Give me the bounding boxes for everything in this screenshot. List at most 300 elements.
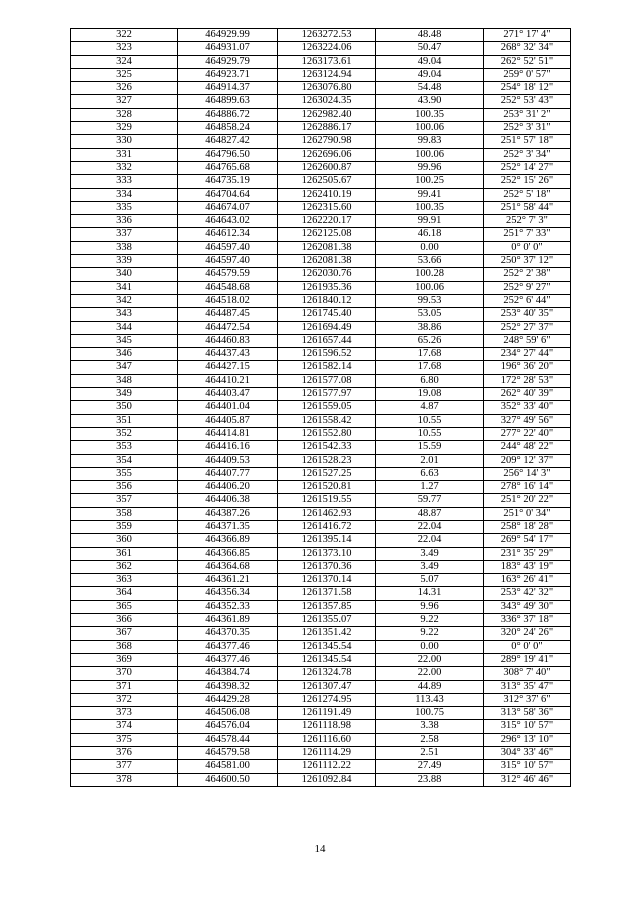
point-number-cell: 376 (71, 747, 178, 760)
table-row (71, 414, 571, 427)
y-coordinate-cell: 1262030.76 (278, 268, 376, 281)
x-coordinate-cell: 464914.37 (178, 82, 278, 95)
point-number-cell: 357 (71, 494, 178, 507)
distance-cell: 2.58 (376, 733, 484, 746)
y-coordinate-cell: 1261416.72 (278, 520, 376, 533)
y-coordinate-cell: 1261528.23 (278, 454, 376, 467)
bearing-cell: 251° 0' 34" (484, 507, 571, 520)
point-number-cell: 350 (71, 401, 178, 414)
x-coordinate-cell: 464361.21 (178, 574, 278, 587)
x-coordinate-cell: 464406.38 (178, 494, 278, 507)
y-coordinate-cell: 1261357.85 (278, 600, 376, 613)
distance-cell: 99.91 (376, 215, 484, 228)
point-number-cell: 352 (71, 427, 178, 440)
bearing-cell: 253° 31' 2" (484, 108, 571, 121)
y-coordinate-cell: 1262081.38 (278, 241, 376, 254)
bearing-cell: 253° 42' 32" (484, 587, 571, 600)
x-coordinate-cell: 464398.32 (178, 680, 278, 693)
x-coordinate-cell: 464674.07 (178, 201, 278, 214)
bearing-cell: 308° 7' 40" (484, 667, 571, 680)
y-coordinate-cell: 1261370.36 (278, 560, 376, 573)
point-number-cell: 340 (71, 268, 178, 281)
distance-cell: 48.48 (376, 29, 484, 42)
y-coordinate-cell: 1261519.55 (278, 494, 376, 507)
x-coordinate-cell: 464643.02 (178, 215, 278, 228)
y-coordinate-cell: 1261371.58 (278, 587, 376, 600)
y-coordinate-cell: 1261274.95 (278, 693, 376, 706)
point-number-cell: 349 (71, 388, 178, 401)
bearing-cell: 327° 49' 56" (484, 414, 571, 427)
x-coordinate-cell: 464387.26 (178, 507, 278, 520)
table-row (71, 228, 571, 241)
x-coordinate-cell: 464765.68 (178, 161, 278, 174)
distance-cell: 15.59 (376, 441, 484, 454)
point-number-cell: 366 (71, 614, 178, 627)
table-row (71, 653, 571, 666)
point-number-cell: 333 (71, 175, 178, 188)
point-number-cell: 324 (71, 55, 178, 68)
point-number-cell: 343 (71, 308, 178, 321)
bearing-cell: 234° 27' 44" (484, 348, 571, 361)
bearing-cell: 313° 58' 36" (484, 707, 571, 720)
y-coordinate-cell: 1261694.49 (278, 321, 376, 334)
bearing-cell: 252° 53' 43" (484, 95, 571, 108)
x-coordinate-cell: 464370.35 (178, 627, 278, 640)
y-coordinate-cell: 1261345.54 (278, 640, 376, 653)
point-number-cell: 347 (71, 361, 178, 374)
point-number-cell: 326 (71, 82, 178, 95)
bearing-cell: 277° 22' 40" (484, 427, 571, 440)
y-coordinate-cell: 1261307.47 (278, 680, 376, 693)
point-number-cell: 373 (71, 707, 178, 720)
y-coordinate-cell: 1261577.97 (278, 388, 376, 401)
x-coordinate-cell: 464361.89 (178, 614, 278, 627)
x-coordinate-cell: 464579.58 (178, 747, 278, 760)
point-number-cell: 360 (71, 534, 178, 547)
bearing-cell: 0° 0' 0" (484, 241, 571, 254)
x-coordinate-cell: 464460.83 (178, 334, 278, 347)
distance-cell: 99.96 (376, 161, 484, 174)
table-row (71, 215, 571, 228)
y-coordinate-cell: 1262220.17 (278, 215, 376, 228)
point-number-cell: 371 (71, 680, 178, 693)
table-row (71, 255, 571, 268)
y-coordinate-cell: 1261351.42 (278, 627, 376, 640)
bearing-cell: 183° 43' 19" (484, 560, 571, 573)
table-row (71, 374, 571, 387)
point-number-cell: 342 (71, 294, 178, 307)
y-coordinate-cell: 1261596.52 (278, 348, 376, 361)
point-number-cell: 367 (71, 627, 178, 640)
point-number-cell: 368 (71, 640, 178, 653)
distance-cell: 6.80 (376, 374, 484, 387)
distance-cell: 100.75 (376, 707, 484, 720)
distance-cell: 17.68 (376, 361, 484, 374)
point-number-cell: 354 (71, 454, 178, 467)
x-coordinate-cell: 464406.20 (178, 481, 278, 494)
table-row (71, 281, 571, 294)
table-row (71, 161, 571, 174)
table-row (71, 733, 571, 746)
x-coordinate-cell: 464579.59 (178, 268, 278, 281)
x-coordinate-cell: 464352.33 (178, 600, 278, 613)
bearing-cell: 296° 13' 10" (484, 733, 571, 746)
bearing-cell: 313° 35' 47" (484, 680, 571, 693)
bearing-cell: 252° 14' 27" (484, 161, 571, 174)
bearing-cell: 336° 37' 18" (484, 614, 571, 627)
y-coordinate-cell: 1261114.29 (278, 747, 376, 760)
bearing-cell: 268° 32' 34" (484, 42, 571, 55)
bearing-cell: 244° 48' 22" (484, 441, 571, 454)
distance-cell: 99.83 (376, 135, 484, 148)
table-row (71, 481, 571, 494)
table-row (71, 95, 571, 108)
y-coordinate-cell: 1261373.10 (278, 547, 376, 560)
bearing-cell: 252° 15' 26" (484, 175, 571, 188)
y-coordinate-cell: 1263224.06 (278, 42, 376, 55)
table-row (71, 467, 571, 480)
y-coordinate-cell: 1262505.67 (278, 175, 376, 188)
y-coordinate-cell: 1261355.07 (278, 614, 376, 627)
distance-cell: 100.28 (376, 268, 484, 281)
bearing-cell: 262° 52' 51" (484, 55, 571, 68)
point-number-cell: 331 (71, 148, 178, 161)
x-coordinate-cell: 464858.24 (178, 122, 278, 135)
y-coordinate-cell: 1261462.93 (278, 507, 376, 520)
x-coordinate-cell: 464886.72 (178, 108, 278, 121)
x-coordinate-cell: 464416.16 (178, 441, 278, 454)
distance-cell: 9.22 (376, 627, 484, 640)
point-number-cell: 323 (71, 42, 178, 55)
y-coordinate-cell: 1261191.49 (278, 707, 376, 720)
bearing-cell: 252° 7' 3" (484, 215, 571, 228)
bearing-cell: 352° 33' 40" (484, 401, 571, 414)
point-number-cell: 322 (71, 29, 178, 42)
table-row (71, 294, 571, 307)
x-coordinate-cell: 464356.34 (178, 587, 278, 600)
x-coordinate-cell: 464581.00 (178, 760, 278, 773)
bearing-cell: 304° 33' 46" (484, 747, 571, 760)
distance-cell: 113.43 (376, 693, 484, 706)
x-coordinate-cell: 464437.43 (178, 348, 278, 361)
table-row (71, 454, 571, 467)
distance-cell: 100.06 (376, 122, 484, 135)
point-number-cell: 344 (71, 321, 178, 334)
point-number-cell: 355 (71, 467, 178, 480)
distance-cell: 10.55 (376, 414, 484, 427)
bearing-cell: 271° 17' 4" (484, 29, 571, 42)
table-row (71, 520, 571, 533)
point-number-cell: 338 (71, 241, 178, 254)
distance-cell: 3.38 (376, 720, 484, 733)
x-coordinate-cell: 464827.42 (178, 135, 278, 148)
x-coordinate-cell: 464366.85 (178, 547, 278, 560)
x-coordinate-cell: 464578.44 (178, 733, 278, 746)
x-coordinate-cell: 464899.63 (178, 95, 278, 108)
point-number-cell: 336 (71, 215, 178, 228)
bearing-cell: 252° 3' 31" (484, 122, 571, 135)
x-coordinate-cell: 464427.15 (178, 361, 278, 374)
y-coordinate-cell: 1261527.25 (278, 467, 376, 480)
x-coordinate-cell: 464371.35 (178, 520, 278, 533)
y-coordinate-cell: 1263076.80 (278, 82, 376, 95)
point-number-cell: 359 (71, 520, 178, 533)
x-coordinate-cell: 464931.07 (178, 42, 278, 55)
point-number-cell: 335 (71, 201, 178, 214)
bearing-cell: 252° 5' 18" (484, 188, 571, 201)
distance-cell: 0.00 (376, 241, 484, 254)
table-row (71, 667, 571, 680)
distance-cell: 1.27 (376, 481, 484, 494)
table-row (71, 627, 571, 640)
x-coordinate-cell: 464414.81 (178, 427, 278, 440)
point-number-cell: 330 (71, 135, 178, 148)
table-row (71, 401, 571, 414)
distance-cell: 43.90 (376, 95, 484, 108)
bearing-cell: 253° 40' 35" (484, 308, 571, 321)
coordinate-table (70, 28, 571, 787)
x-coordinate-cell: 464704.64 (178, 188, 278, 201)
bearing-cell: 269° 54' 17" (484, 534, 571, 547)
table-row (71, 773, 571, 786)
x-coordinate-cell: 464403.47 (178, 388, 278, 401)
x-coordinate-cell: 464429.28 (178, 693, 278, 706)
y-coordinate-cell: 1263124.94 (278, 68, 376, 81)
point-number-cell: 353 (71, 441, 178, 454)
table-row (71, 308, 571, 321)
y-coordinate-cell: 1262696.06 (278, 148, 376, 161)
distance-cell: 22.00 (376, 653, 484, 666)
distance-cell: 100.06 (376, 148, 484, 161)
distance-cell: 99.53 (376, 294, 484, 307)
x-coordinate-cell: 464597.40 (178, 241, 278, 254)
table-row (71, 560, 571, 573)
bearing-cell: 252° 2' 38" (484, 268, 571, 281)
distance-cell: 54.48 (376, 82, 484, 95)
x-coordinate-cell: 464600.50 (178, 773, 278, 786)
bearing-cell: 231° 35' 29" (484, 547, 571, 560)
distance-cell: 9.22 (376, 614, 484, 627)
table-row (71, 388, 571, 401)
bearing-cell: 262° 40' 39" (484, 388, 571, 401)
distance-cell: 14.31 (376, 587, 484, 600)
distance-cell: 53.05 (376, 308, 484, 321)
table-row (71, 42, 571, 55)
point-number-cell: 363 (71, 574, 178, 587)
table-row (71, 587, 571, 600)
bearing-cell: 278° 16' 14" (484, 481, 571, 494)
y-coordinate-cell: 1261542.33 (278, 441, 376, 454)
coordinate-table-body (71, 29, 571, 787)
point-number-cell: 341 (71, 281, 178, 294)
table-row (71, 55, 571, 68)
distance-cell: 3.49 (376, 560, 484, 573)
distance-cell: 2.51 (376, 747, 484, 760)
table-row (71, 201, 571, 214)
point-number-cell: 378 (71, 773, 178, 786)
point-number-cell: 339 (71, 255, 178, 268)
point-number-cell: 374 (71, 720, 178, 733)
y-coordinate-cell: 1261345.54 (278, 653, 376, 666)
distance-cell: 9.96 (376, 600, 484, 613)
distance-cell: 17.68 (376, 348, 484, 361)
distance-cell: 100.35 (376, 108, 484, 121)
y-coordinate-cell: 1262081.38 (278, 255, 376, 268)
distance-cell: 46.18 (376, 228, 484, 241)
bearing-cell: 196° 36' 20" (484, 361, 571, 374)
bearing-cell: 289° 19' 41" (484, 653, 571, 666)
x-coordinate-cell: 464377.46 (178, 640, 278, 653)
bearing-cell: 254° 18' 12" (484, 82, 571, 95)
point-number-cell: 375 (71, 733, 178, 746)
table-row (71, 82, 571, 95)
table-row (71, 614, 571, 627)
x-coordinate-cell: 464364.68 (178, 560, 278, 573)
table-row (71, 747, 571, 760)
x-coordinate-cell: 464735.19 (178, 175, 278, 188)
bearing-cell: 252° 3' 34" (484, 148, 571, 161)
distance-cell: 22.00 (376, 667, 484, 680)
y-coordinate-cell: 1261577.08 (278, 374, 376, 387)
y-coordinate-cell: 1261118.98 (278, 720, 376, 733)
bearing-cell: 0° 0' 0" (484, 640, 571, 653)
table-row (71, 122, 571, 135)
bearing-cell: 252° 6' 44" (484, 294, 571, 307)
distance-cell: 50.47 (376, 42, 484, 55)
distance-cell: 6.63 (376, 467, 484, 480)
point-number-cell: 377 (71, 760, 178, 773)
point-number-cell: 370 (71, 667, 178, 680)
x-coordinate-cell: 464548.68 (178, 281, 278, 294)
table-row (71, 268, 571, 281)
bearing-cell: 252° 27' 37" (484, 321, 571, 334)
point-number-cell: 372 (71, 693, 178, 706)
x-coordinate-cell: 464597.40 (178, 255, 278, 268)
x-coordinate-cell: 464409.53 (178, 454, 278, 467)
y-coordinate-cell: 1263272.53 (278, 29, 376, 42)
table-row (71, 640, 571, 653)
distance-cell: 49.04 (376, 68, 484, 81)
y-coordinate-cell: 1263173.61 (278, 55, 376, 68)
point-number-cell: 362 (71, 560, 178, 573)
distance-cell: 2.01 (376, 454, 484, 467)
point-number-cell: 327 (71, 95, 178, 108)
table-row (71, 760, 571, 773)
bearing-cell: 163° 26' 41" (484, 574, 571, 587)
table-row (71, 427, 571, 440)
distance-cell: 53.66 (376, 255, 484, 268)
point-number-cell: 332 (71, 161, 178, 174)
x-coordinate-cell: 464487.45 (178, 308, 278, 321)
bearing-cell: 250° 37' 12" (484, 255, 571, 268)
y-coordinate-cell: 1261840.12 (278, 294, 376, 307)
point-number-cell: 348 (71, 374, 178, 387)
point-number-cell: 334 (71, 188, 178, 201)
distance-cell: 27.49 (376, 760, 484, 773)
table-row (71, 108, 571, 121)
point-number-cell: 346 (71, 348, 178, 361)
x-coordinate-cell: 464518.02 (178, 294, 278, 307)
page-number: 14 (314, 843, 326, 855)
point-number-cell: 364 (71, 587, 178, 600)
table-row (71, 148, 571, 161)
table-row (71, 241, 571, 254)
x-coordinate-cell: 464796.50 (178, 148, 278, 161)
distance-cell: 0.00 (376, 640, 484, 653)
distance-cell: 4.87 (376, 401, 484, 414)
table-row (71, 68, 571, 81)
x-coordinate-cell: 464407.77 (178, 467, 278, 480)
y-coordinate-cell: 1262410.19 (278, 188, 376, 201)
table-row (71, 600, 571, 613)
point-number-cell: 345 (71, 334, 178, 347)
y-coordinate-cell: 1261395.14 (278, 534, 376, 547)
table-row (71, 534, 571, 547)
y-coordinate-cell: 1262315.60 (278, 201, 376, 214)
distance-cell: 23.88 (376, 773, 484, 786)
y-coordinate-cell: 1261558.42 (278, 414, 376, 427)
table-row (71, 720, 571, 733)
x-coordinate-cell: 464923.71 (178, 68, 278, 81)
bearing-cell: 312° 37' 6" (484, 693, 571, 706)
y-coordinate-cell: 1261657.44 (278, 334, 376, 347)
y-coordinate-cell: 1262982.40 (278, 108, 376, 121)
point-number-cell: 328 (71, 108, 178, 121)
point-number-cell: 356 (71, 481, 178, 494)
point-number-cell: 325 (71, 68, 178, 81)
y-coordinate-cell: 1261370.14 (278, 574, 376, 587)
distance-cell: 3.49 (376, 547, 484, 560)
x-coordinate-cell: 464506.08 (178, 707, 278, 720)
table-row (71, 334, 571, 347)
x-coordinate-cell: 464366.89 (178, 534, 278, 547)
distance-cell: 49.04 (376, 55, 484, 68)
table-row (71, 361, 571, 374)
point-number-cell: 369 (71, 653, 178, 666)
bearing-cell: 252° 9' 27" (484, 281, 571, 294)
bearing-cell: 209° 12' 37" (484, 454, 571, 467)
table-row (71, 29, 571, 42)
table-row (71, 135, 571, 148)
table-row (71, 188, 571, 201)
x-coordinate-cell: 464377.46 (178, 653, 278, 666)
distance-cell: 65.26 (376, 334, 484, 347)
x-coordinate-cell: 464401.04 (178, 401, 278, 414)
bearing-cell: 315° 10' 57" (484, 760, 571, 773)
distance-cell: 5.07 (376, 574, 484, 587)
x-coordinate-cell: 464405.87 (178, 414, 278, 427)
point-number-cell: 365 (71, 600, 178, 613)
x-coordinate-cell: 464472.54 (178, 321, 278, 334)
distance-cell: 19.08 (376, 388, 484, 401)
table-row (71, 494, 571, 507)
bearing-cell: 256° 14' 3" (484, 467, 571, 480)
x-coordinate-cell: 464410.21 (178, 374, 278, 387)
distance-cell: 38.86 (376, 321, 484, 334)
table-row (71, 321, 571, 334)
table-row (71, 175, 571, 188)
point-number-cell: 351 (71, 414, 178, 427)
x-coordinate-cell: 464384.74 (178, 667, 278, 680)
y-coordinate-cell: 1261116.60 (278, 733, 376, 746)
bearing-cell: 172° 28' 53" (484, 374, 571, 387)
point-number-cell: 361 (71, 547, 178, 560)
x-coordinate-cell: 464576.04 (178, 720, 278, 733)
distance-cell: 100.06 (376, 281, 484, 294)
bearing-cell: 251° 20' 22" (484, 494, 571, 507)
y-coordinate-cell: 1262600.87 (278, 161, 376, 174)
distance-cell: 44.89 (376, 680, 484, 693)
